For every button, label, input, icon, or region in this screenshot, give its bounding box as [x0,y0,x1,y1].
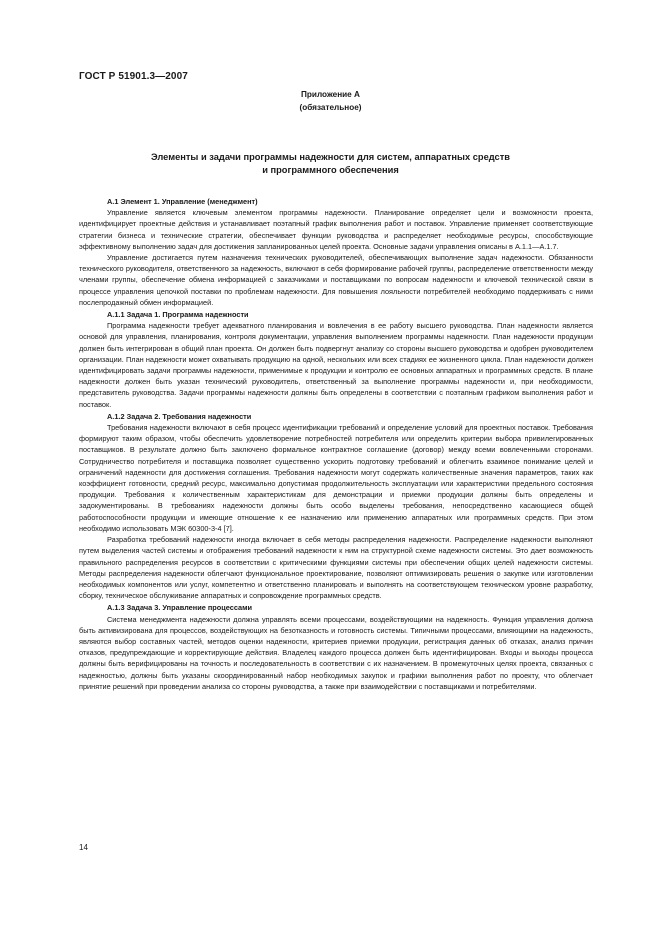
document-code: ГОСТ Р 51901.3—2007 [79,71,188,82]
section-a13-paragraph-1: Система менеджмента надежности должна управлять всеми процессами, воздействующими на надежность. Функция управления должна быть активизирована для процессов, воздействующих на безотказность и готовность системы. Типичными процессами, влияющими на надежность, являются выбор составных частей, методов оценки надежности, критериев приемки продукции, регистрация данных об отказах, анализ причин отказов, предупреждающие и корректирующие действия. Владелец каждого процесса должен быть идентифицирован. Входы и выходы процесса должны быть верифицированы на точность и последовательность в соответствии с их назначением. В промежуточных целях проекта, связанных с надежностью, должны быть указаны скоординированный набор необходимых закупок и графики выполнения работ по проекту, что облегчает принятие решений при проведении анализа со стороны руководства, а также при взаимодействии с поставщиками и потребителями. [79,614,593,691]
section-a11-heading: А.1.1 Задача 1. Программа надежности [107,310,249,320]
section-a11-paragraph-1: Программа надежности требует адекватного планирования и вовлечения в ее работу высшего руководства. План надежности является основой для управления, планирования, контроля документации, управления выполнением программы надежности. План надежности продукции должен быть интегрирован в общий план проекта. Он должен быть подвергнут анализу со стороны высшего руководства и одобрен руководителем организации. План надежности может охватывать продукцию на одной, нескольких или всех стадиях ее жизненного цикла. План надежности должен идентифицировать задачи программы надежности, применимые к продукции и контролю ее основных аппаратных и программных средств. В плане надежности должен быть указан технический руководитель, ответственный за выполнение программы надежности и, при необходимости, представитель руководства. Задачи программы надежности должны быть определены в соответствии с поэтапным графиком выполнения работ и поставок. [79,321,593,409]
section-a1-paragraph-1: Управление является ключевым элементом программы надежности. Планирование определяет цели и возможности проекта, идентифицирует проектные действия и устанавливает поэтапный график выполнения работ и поставок. Управление применяет соответствующие стратегии бизнеса и технические стратегии, обеспечивает функции руководства и распределяет необходимые ресурсы, способствующие эффективному выполнению задач для достижения запланированных целей проекта. Основные задачи управления описаны в А.1.1—А.1.7. [79,208,593,251]
appendix-title-line-1: Элементы и задачи программы надежности для систем, аппаратных средств [151,152,510,162]
section-a12-paragraph-2: Разработка требований надежности иногда включает в себя методы распределения надежности. Распределение надежности выполняют путем выделения частей системы и отображения требований надежности к ним на структурной схеме надежности системы. Это дает возможность правильного распределения ресурсов в соответствии с критическими функциями системы при обеспечении общих целей надежности системы. Методы распределения надежности облегчают функциональное проектирование, позволяют оптимизировать решения о закупке или изготовлении необходимых компонентов или услуг, компетентно и ответственно планировать и выполнять на соответствующем техническом уровне разработку, сборку, техническое обслуживание аппаратных и сопровождение программных средств. [79,535,593,601]
appendix-title-line-2: и программного обеспечения [262,165,399,175]
section-a13-heading: А.1.3 Задача 3. Управление процессами [107,603,253,613]
appendix-status: (обязательное) [299,103,362,112]
section-a12-paragraph-1: Требования надежности включают в себя процесс идентификации требований и определение условий для проектных поставок. Требования формируют таким образом, чтобы обеспечить удовлетворение потребностей потребителя или определить критерии выбора привилегированных поставщиков. В результате должно быть заключено формальное контрактное соглашение (договор) между всеми вовлеченными сторонами. Сотрудничество потребителя и поставщика позволяет существенно ускорить подготовку требований и облегчить взаимное понимание целей и ограничений надежности для достижения соглашения. Требования надежности могут содержать количественные значения параметров, таких как коэффициент готовности, средний ресурс, максимально допустимая продолжительность эксплуатации или характеристики предельного состояния продукции. Требования к количественным характеристикам для демонстрации и приемки продукции должны быть определены и задокументированы. В требованиях надежности должны быть особо выделены требования, непосредственно касающиеся общей работоспособности продукции и имеющие отношение к ее назначению или применению аппаратных или программных средств. При этом необходимо использовать МЭК 60300-3-4 [7]. [79,423,593,533]
page-number: 14 [79,843,88,852]
section-a12-heading: А.1.2 Задача 2. Требования надежности [107,411,252,421]
appendix-label: Приложение А [301,90,360,99]
document-body [79,195,593,692]
section-a1-paragraph-2: Управление достигается путем назначения технических руководителей, обеспечивающих выполнение задач надежности. Обязанности технического руководителя, ответственного за надежность, включают в себя формирование рабочей группы, распределение ответственности между членами группы, обеспечение обмена информацией с заказчиками и поставщиками по вопросам надежности и ключевой технической связи в процессе управления цепочкой поставки по проблемам надежности. Для повышения лояльности потребителей необходимо поддерживать с ними послепродажный обмен информацией. [79,253,593,307]
section-a1-heading: А.1 Элемент 1. Управление (менеджмент) [107,197,258,206]
